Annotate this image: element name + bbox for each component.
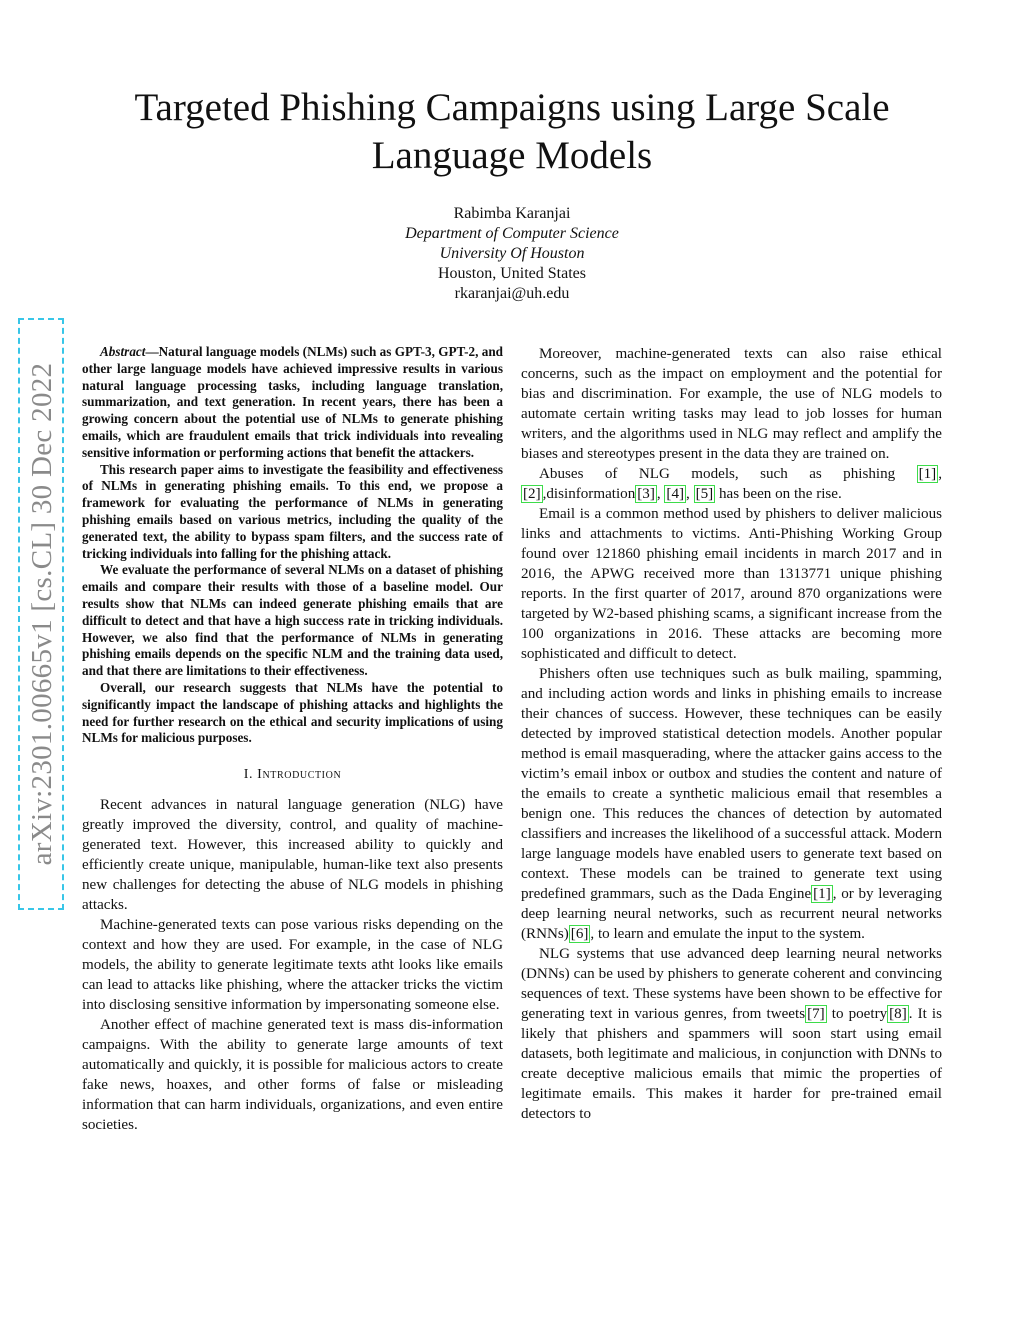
author-block	[300, 204, 724, 304]
citation-link[interactable]: [8]	[889, 1006, 907, 1022]
intro-paragraph-1: Recent advances in natural language generation (NLG) have greatly improved the diversity, control, and quality of machine-generated text. However, this increased ability to quickly and efficiently create unique, manipulable, human-like text also presents new challenges for detecting the abuse of NLG models in phishing attacks.	[82, 797, 503, 914]
abstract	[82, 344, 503, 747]
citation-link[interactable]: [5]	[695, 486, 714, 502]
author-department: Department of Computer Science	[405, 225, 619, 242]
title-line-1: Targeted Phishing Campaigns using Large Scale	[134, 86, 890, 129]
citation-link[interactable]: [3]	[637, 486, 655, 502]
citation-link[interactable]: [2]	[523, 486, 541, 502]
author-university: University Of Houston	[439, 245, 585, 262]
right-paragraph-2: Abuses of NLG models, such as phishing [1] , [2] ,disinformation [3] , [4] , [5] has been on the rise.	[523, 466, 942, 502]
abstract-label: Abstract	[100, 344, 146, 359]
citation-link[interactable]: [1]	[918, 466, 937, 482]
title-line-2: Language Models	[371, 134, 653, 177]
author-email: rkaranjai@uh.edu	[454, 285, 570, 302]
citation-link[interactable]: [6]	[570, 926, 589, 942]
intro-paragraph-2: Machine-generated texts can pose various risks depending on the context and how they are used. For example, in the case of NLG models, the ability to generate legitimate texts atht looks like emails can lead to attacks like phishing, where the attacker tricks the victim into disclosing sensitive information by impersonating someone else.	[82, 917, 503, 1014]
author-name: Rabimba Karanjai	[453, 205, 571, 222]
citation-link[interactable]: [4]	[666, 486, 685, 502]
author-location: Houston, United States	[438, 265, 586, 282]
paper-title	[80, 84, 944, 180]
right-column	[521, 344, 942, 1124]
right-paragraph-5: NLG systems that use advanced deep learning neural networks (DNNs) can be used by phishers to generate coherent and convincing sequences of text. These systems have been shown to be effective for generating text in various genres, from tweets [7] to poetry [8] . It is likely that phishers and spammers will soon start using email datasets, both legitimate and malicious, in conjunction with DNNs to create deceptive malicious emails that mimic the properties of legitimate emails. This makes it harder for pre-trained email detectors to	[521, 946, 942, 1122]
right-paragraph-1: Moreover, machine-generated texts can also raise ethical concerns, such as the impact on employment and the potential for bias and discrimination. For example, the use of NLG models to automate certain writing tasks may lead to job losses for human writers, and the algorithms used in NLG may reflect and amplify the biases and stereotypes present in the data they are trained on.	[521, 346, 942, 462]
arxiv-identifier: arXiv:2301.00665v1 [cs.CL] 30 Dec 2022	[26, 362, 58, 866]
section-heading-introduction: I. Introduction	[243, 767, 342, 783]
left-column	[82, 344, 503, 1135]
citation-link[interactable]: [1]	[813, 886, 831, 902]
citation-link[interactable]: [7]	[807, 1006, 825, 1022]
abstract-paragraph-1: Abstract—Natural language models (NLMs) such as GPT-3, GPT-2, and other large language models have achieved impressive results in various natural language processing tasks, including language translation, summarization, and text generation. In recent years, there has been a growing concern about the potential use of NLMs to generate phishing emails, which are fraudulent emails that trick individuals into revealing sensitive information or performing actions that benefit the attackers.	[82, 344, 503, 460]
intro-paragraph-3: Another effect of machine generated text is mass dis-information campaigns. With the ability to generate large amounts of text automatically and quickly, it is possible for malicious actors to create fake news, hoaxes, and other forms of false or misleading information that can harm individuals, organizations, and even entire societies.	[82, 1017, 503, 1134]
abstract-paragraph-2: This research paper aims to investigate the feasibility and effectiveness of NLMs in generating phishing emails. To this end, we propose a framework for evaluating the performance of NLMs in generating phishing emails based on various metrics, including the quality of the generated text, the ability to bypass spam filters, and the success rate of tricking individuals into falling for the phishing attack.	[82, 461, 503, 561]
abstract-paragraph-3: We evaluate the performance of several NLMs on a dataset of phishing emails and compare their results with those of a baseline model. Our results show that NLMs can indeed generate phishing emails that are difficult to detect and that have a high success rate in tricking individuals. However, we also find that the performance of NLMs in generating phishing emails depends on the specific NLM and the training data used, and that there are limitations to their effectiveness.	[82, 562, 503, 679]
right-paragraph-4: Phishers often use techniques such as bulk mailing, spamming, and including action words and links in phishing emails to increase their chances of success. However, these techniques can be easily detected by improved statistical detection models. Another popular method is email masquerading, where the attacker gains access to the victim’s email inbox or outbox and studies the content and nature of the emails to create a synthetic malicious email that resembles a benign one. This reduces the chances of detection by automated classifiers and increases the likelihood of a successful attack. Modern large language models have enabled users to generate text based on context. These models can be trained to generate text using predefined grammars, such as the Dada Engine [1] , or by leveraging deep learning neural networks, such as recurrent neural networks (RNNs) [6] , to learn and emulate the input to the system.	[521, 666, 942, 942]
right-paragraph-3: Email is a common method used by phishers to deliver malicious links and attachments to victims. Anti-Phishing Working Group found over 121860 phishing email incidents in march 2017 and in 2016, the APWG received more than 1313771 unique phishing reports. In the first quarter of 2017, around 870 organizations were targeted by W2-based phishing scams, a significant increase from the 100 organizations in 2016. These attacks are becoming more sophisticated and difficult to detect.	[521, 506, 942, 662]
abstract-paragraph-4: Overall, our research suggests that NLMs have the potential to significantly impact the landscape of phishing attacks and highlights the need for further research on the ethical and security implications of using NLMs for malicious purposes.	[82, 679, 503, 746]
